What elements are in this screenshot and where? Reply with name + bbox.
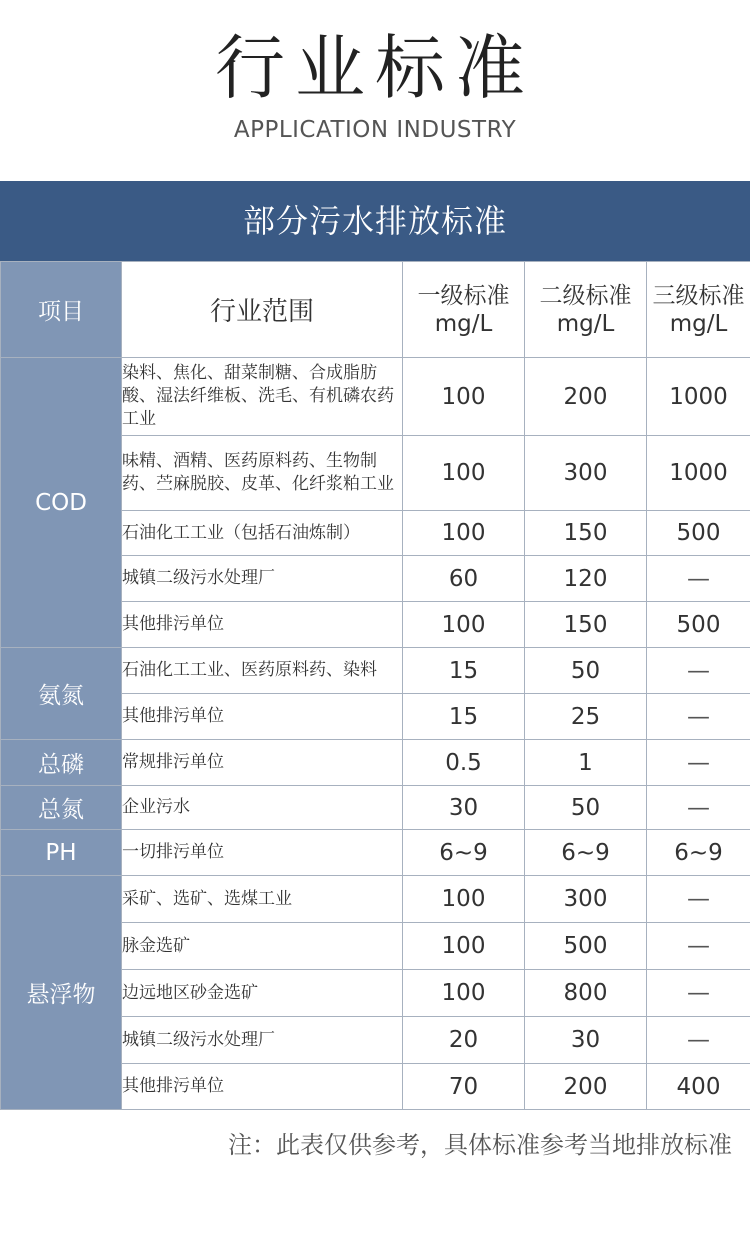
row-level3: 500 — [647, 511, 750, 556]
row-level1: 100 — [403, 436, 525, 511]
row-scope: 采矿、选矿、选煤工业 — [122, 876, 403, 923]
category-ammonia-nitrogen: 氨氮 — [1, 648, 122, 740]
header-level1-name: 一级标准 — [417, 282, 510, 309]
row-level3: — — [647, 923, 750, 970]
header-level2 — [525, 262, 647, 358]
page-title: 行业标准 — [215, 27, 535, 109]
row-level1: 60 — [403, 556, 525, 602]
row-level3: — — [647, 876, 750, 923]
row-level3: — — [647, 970, 750, 1017]
row-level2: 300 — [525, 436, 647, 511]
row-level1: 20 — [403, 1017, 525, 1064]
row-scope: 脉金选矿 — [122, 923, 403, 970]
category-total-nitrogen: 总氮 — [1, 786, 122, 830]
row-scope: 常规排污单位 — [122, 740, 403, 786]
header-level3 — [647, 262, 750, 358]
row-scope: 石油化工工业、医药原料药、染料 — [122, 648, 403, 694]
row-level2: 200 — [525, 1064, 647, 1110]
footnote: 注：此表仅供参考，具体标准参考当地排放标准 — [228, 1131, 732, 1159]
row-level3: 400 — [647, 1064, 750, 1110]
header-item: 项目 — [1, 262, 122, 358]
row-scope: 染料、焦化、甜菜制糖、合成脂肪酸、湿法纤维板、洗毛、有机磷农药工业 — [122, 358, 403, 436]
row-level2: 50 — [525, 786, 647, 830]
row-level2: 200 — [525, 358, 647, 436]
row-level3: — — [647, 694, 750, 740]
row-level3: 1000 — [647, 358, 750, 436]
row-level3: 1000 — [647, 436, 750, 511]
header-level1 — [403, 262, 525, 358]
table-row — [1, 740, 750, 786]
row-level2: 150 — [525, 602, 647, 648]
row-scope: 一切排污单位 — [122, 830, 403, 876]
row-level2: 50 — [525, 648, 647, 694]
row-level2: 150 — [525, 511, 647, 556]
row-level1: 100 — [403, 876, 525, 923]
table-banner: 部分污水排放标准 — [0, 181, 750, 261]
table-row — [1, 358, 750, 436]
row-level1: 100 — [403, 602, 525, 648]
category-ph: PH — [1, 830, 122, 876]
row-level3: 6~9 — [647, 830, 750, 876]
row-level1: 70 — [403, 1064, 525, 1110]
row-level1: 15 — [403, 694, 525, 740]
table-row — [1, 830, 750, 876]
row-level2: 300 — [525, 876, 647, 923]
row-level3: — — [647, 786, 750, 830]
row-level3: 500 — [647, 602, 750, 648]
row-level3: — — [647, 648, 750, 694]
table-row — [1, 648, 750, 694]
row-level1: 100 — [403, 970, 525, 1017]
row-level2: 120 — [525, 556, 647, 602]
category-suspended-solids: 悬浮物 — [1, 876, 122, 1110]
header-level2-name: 二级标准 — [539, 282, 632, 309]
header-level3-unit: mg/L — [669, 310, 728, 337]
row-scope: 城镇二级污水处理厂 — [122, 556, 403, 602]
row-scope: 企业污水 — [122, 786, 403, 830]
row-scope: 味精、酒精、医药原料药、生物制药、苎麻脱胶、皮革、化纤浆粕工业 — [122, 436, 403, 511]
table-header-row — [1, 262, 750, 358]
row-level2: 30 — [525, 1017, 647, 1064]
header-level1-unit: mg/L — [434, 310, 493, 337]
row-scope: 其他排污单位 — [122, 602, 403, 648]
row-level1: 100 — [403, 511, 525, 556]
row-level2: 25 — [525, 694, 647, 740]
row-level2: 1 — [525, 740, 647, 786]
header-level2-unit: mg/L — [556, 310, 615, 337]
table-row — [1, 876, 750, 923]
standards-table — [0, 261, 750, 1110]
header-scope: 行业范围 — [122, 262, 403, 358]
page-subtitle: APPLICATION INDUSTRY — [233, 117, 517, 143]
row-scope: 其他排污单位 — [122, 1064, 403, 1110]
table-row — [1, 786, 750, 830]
row-level2: 800 — [525, 970, 647, 1017]
row-scope: 城镇二级污水处理厂 — [122, 1017, 403, 1064]
row-level3: — — [647, 1017, 750, 1064]
header-level3-name: 三级标准 — [652, 282, 745, 309]
row-level3: — — [647, 740, 750, 786]
row-level1: 100 — [403, 923, 525, 970]
row-level1: 15 — [403, 648, 525, 694]
row-level3: — — [647, 556, 750, 602]
row-level1: 100 — [403, 358, 525, 436]
row-level1: 0.5 — [403, 740, 525, 786]
row-level2: 500 — [525, 923, 647, 970]
row-level2: 6~9 — [525, 830, 647, 876]
row-scope: 边远地区砂金选矿 — [122, 970, 403, 1017]
row-level1: 6~9 — [403, 830, 525, 876]
row-scope: 其他排污单位 — [122, 694, 403, 740]
category-total-phosphorus: 总磷 — [1, 740, 122, 786]
category-cod: COD — [1, 358, 122, 648]
row-level1: 30 — [403, 786, 525, 830]
row-scope: 石油化工工业（包括石油炼制） — [122, 511, 403, 556]
